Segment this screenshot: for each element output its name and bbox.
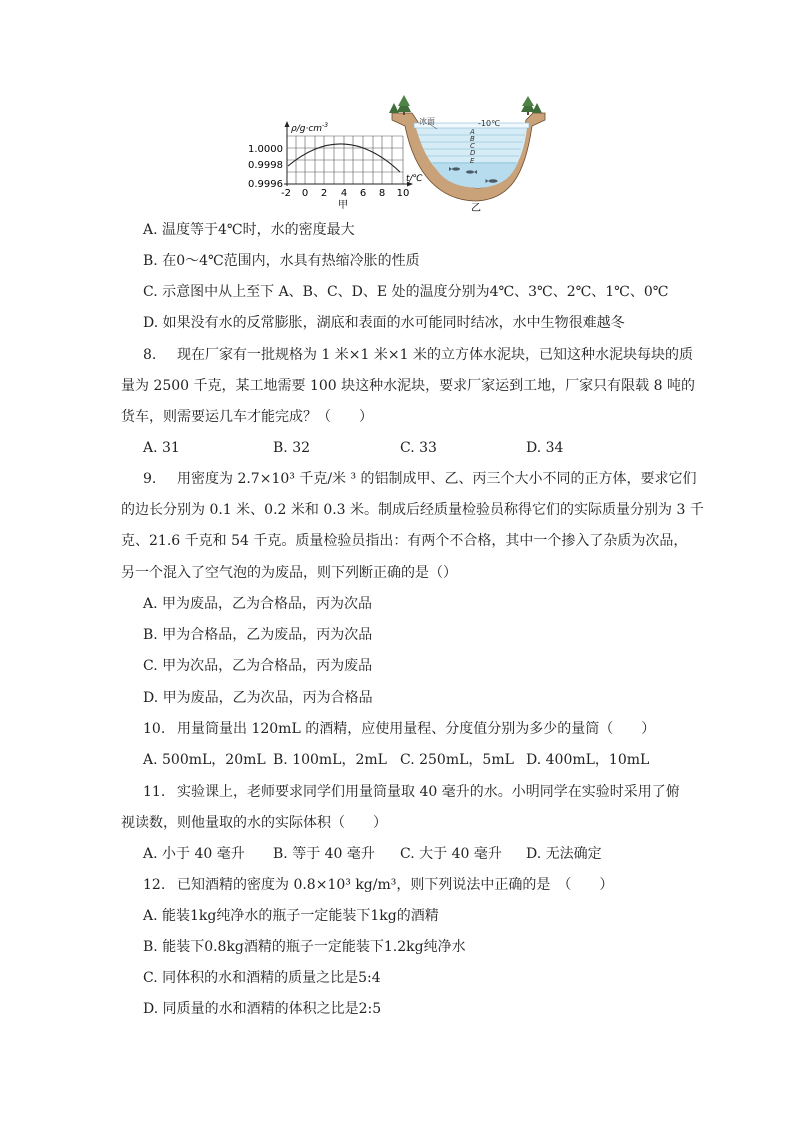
q12-option-d[interactable]: D. 同质量的水和酒精的体积之比是2:5 <box>143 1001 382 1017</box>
graph-caption: 甲 <box>338 200 348 211</box>
q8-option-b[interactable]: B. 32 <box>273 440 311 456</box>
q9-stem-line3: 克、21.6 千克和 54 千克。质量检验员指出：有两个不合格，其中一个掺入了杂质为次品， <box>121 533 688 549</box>
q11-option-a[interactable]: A. 小于 40 毫升 <box>143 846 245 862</box>
q11-number: 11. <box>143 784 166 800</box>
figure <box>0 0 794 215</box>
q10-stem-line1 <box>143 719 655 739</box>
layer-label-c: C <box>470 142 475 150</box>
q8-stem-line2: 量为 2500 千克，某工地需要 100 块这种水泥块，要求厂家运到工地，厂家只有限载 8 吨的 <box>121 378 695 394</box>
tree-icon <box>389 95 411 115</box>
lake-caption: 乙 <box>471 203 481 214</box>
q8-stem-line3: 货车，则需要运几车才能完成？（ ） <box>121 409 373 425</box>
tree-icon <box>521 96 542 115</box>
xtick-2: 0 <box>301 188 309 199</box>
q9-option-a[interactable]: A. 甲为废品，乙为合格品，丙为次品 <box>143 596 373 612</box>
y-axis-arrow <box>285 121 290 127</box>
q12-option-c[interactable]: C. 同体积的水和酒精的质量之比是5:4 <box>143 970 381 986</box>
q10-option-a[interactable]: A. 500mL，20mL <box>143 752 266 768</box>
lake-diagram <box>389 95 545 214</box>
layer-label-b: B <box>470 135 475 143</box>
q11-stem-line1 <box>143 782 680 802</box>
ytick-3: 0.9996 <box>248 179 283 190</box>
layer-label-d: D <box>470 149 476 157</box>
q10-option-b[interactable]: B. 100mL，2mL <box>273 752 387 768</box>
xtick-5: 6 <box>359 188 367 199</box>
q8-option-a[interactable]: A. 31 <box>143 440 180 456</box>
q9-option-c[interactable]: C. 甲为次品，乙为合格品，丙为废品 <box>143 658 373 674</box>
q7-option-a[interactable]: A. 温度等于4℃时，水的密度最大 <box>143 222 355 238</box>
ice-label: 冰面 <box>419 117 435 126</box>
q12-text: 已知酒精的密度为 0.8×10³ kg/m³，则下列说法中正确的是 （ ） <box>177 877 614 893</box>
q12-number: 12. <box>143 877 166 893</box>
q9-option-b[interactable]: B. 甲为合格品，乙为废品，丙为次品 <box>143 627 373 643</box>
ytick-2: 0.9998 <box>248 160 283 171</box>
graph-ylabel: $\rho/g\cdot cm^{-3}$ <box>291 122 329 134</box>
q11-stem-line2: 视读数，则他量取的水的实际体积（ ） <box>121 815 387 831</box>
q8-text: 现在厂家有一批规格为 1 米×1 米×1 米的立方体水泥块，已知这种水泥块每块的质 <box>177 347 693 363</box>
q12-stem-line1 <box>143 875 613 895</box>
q7-option-d[interactable]: D. 如果没有水的反常膨胀，湖底和表面的水可能同时结冰，水中生物很难越冬 <box>143 315 625 331</box>
q7-option-c[interactable]: C. 示意图中从上至下 A、B、C、D、E 处的温度分别为4℃、3℃、2℃、1℃、0℃ <box>143 284 669 300</box>
q8-option-d[interactable]: D. 34 <box>526 440 564 456</box>
q8-stem-line1 <box>143 345 693 365</box>
xtick-7: 10 <box>396 188 410 199</box>
q7-option-b[interactable]: B. 在0～4℃范围内，水具有热缩冷胀的性质 <box>143 253 420 269</box>
q9-text: 用密度为 2.7×10³ 千克/米 ³ 的铝制成甲、乙、丙三个大小不同的正方体，要求它们 <box>177 471 697 487</box>
q12-option-a[interactable]: A. 能装1kg纯净水的瓶子一定能装下1kg的酒精 <box>143 908 439 924</box>
q10-number: 10. <box>143 721 166 737</box>
q9-stem-line2: 的边长分别为 0.1 米、0.2 米和 0.3 米。制成后经质量检验员称得它们的实际质量分别为 3 千 <box>121 502 704 518</box>
q9-option-d[interactable]: D. 甲为废品，乙为次品，丙为合格品 <box>143 690 373 706</box>
graph-xlabel: t/℃ <box>406 174 423 184</box>
xtick-1: -2 <box>281 188 291 199</box>
q9-number: 9. <box>143 471 157 487</box>
q11-option-b[interactable]: B. 等于 40 毫升 <box>273 846 375 862</box>
q9-stem-line4: 另一个混入了空气泡的为废品，则下列断正确的是（） <box>121 565 457 581</box>
xtick-4: 4 <box>340 188 348 199</box>
q11-option-d[interactable]: D. 无法确定 <box>526 846 602 862</box>
xtick-3: 2 <box>320 188 328 199</box>
q9-stem-line1 <box>143 469 697 489</box>
q10-option-d[interactable]: D. 400mL，10mL <box>526 752 650 768</box>
ytick-1: 1.0000 <box>248 144 283 155</box>
q8-option-c[interactable]: C. 33 <box>400 440 437 456</box>
temperature-label: -10℃ <box>478 119 501 128</box>
q10-option-c[interactable]: C. 250mL，5mL <box>400 752 514 768</box>
density-graph <box>248 121 424 211</box>
xtick-6: 8 <box>378 188 386 199</box>
q10-text: 用量筒量出 120mL 的酒精，应使用量程、分度值分别为多少的量筒（ ） <box>177 721 656 737</box>
layer-label-a: A <box>470 128 475 136</box>
q11-text: 实验课上，老师要求同学们用量筒量取 40 毫升的水。小明同学在实验时采用了俯 <box>177 784 680 800</box>
q11-option-c[interactable]: C. 大于 40 毫升 <box>400 846 502 862</box>
q8-number: 8. <box>143 347 157 363</box>
q12-option-b[interactable]: B. 能装下0.8kg酒精的瓶子一定能装下1.2kg纯净水 <box>143 939 466 955</box>
layer-label-e: E <box>470 157 475 165</box>
